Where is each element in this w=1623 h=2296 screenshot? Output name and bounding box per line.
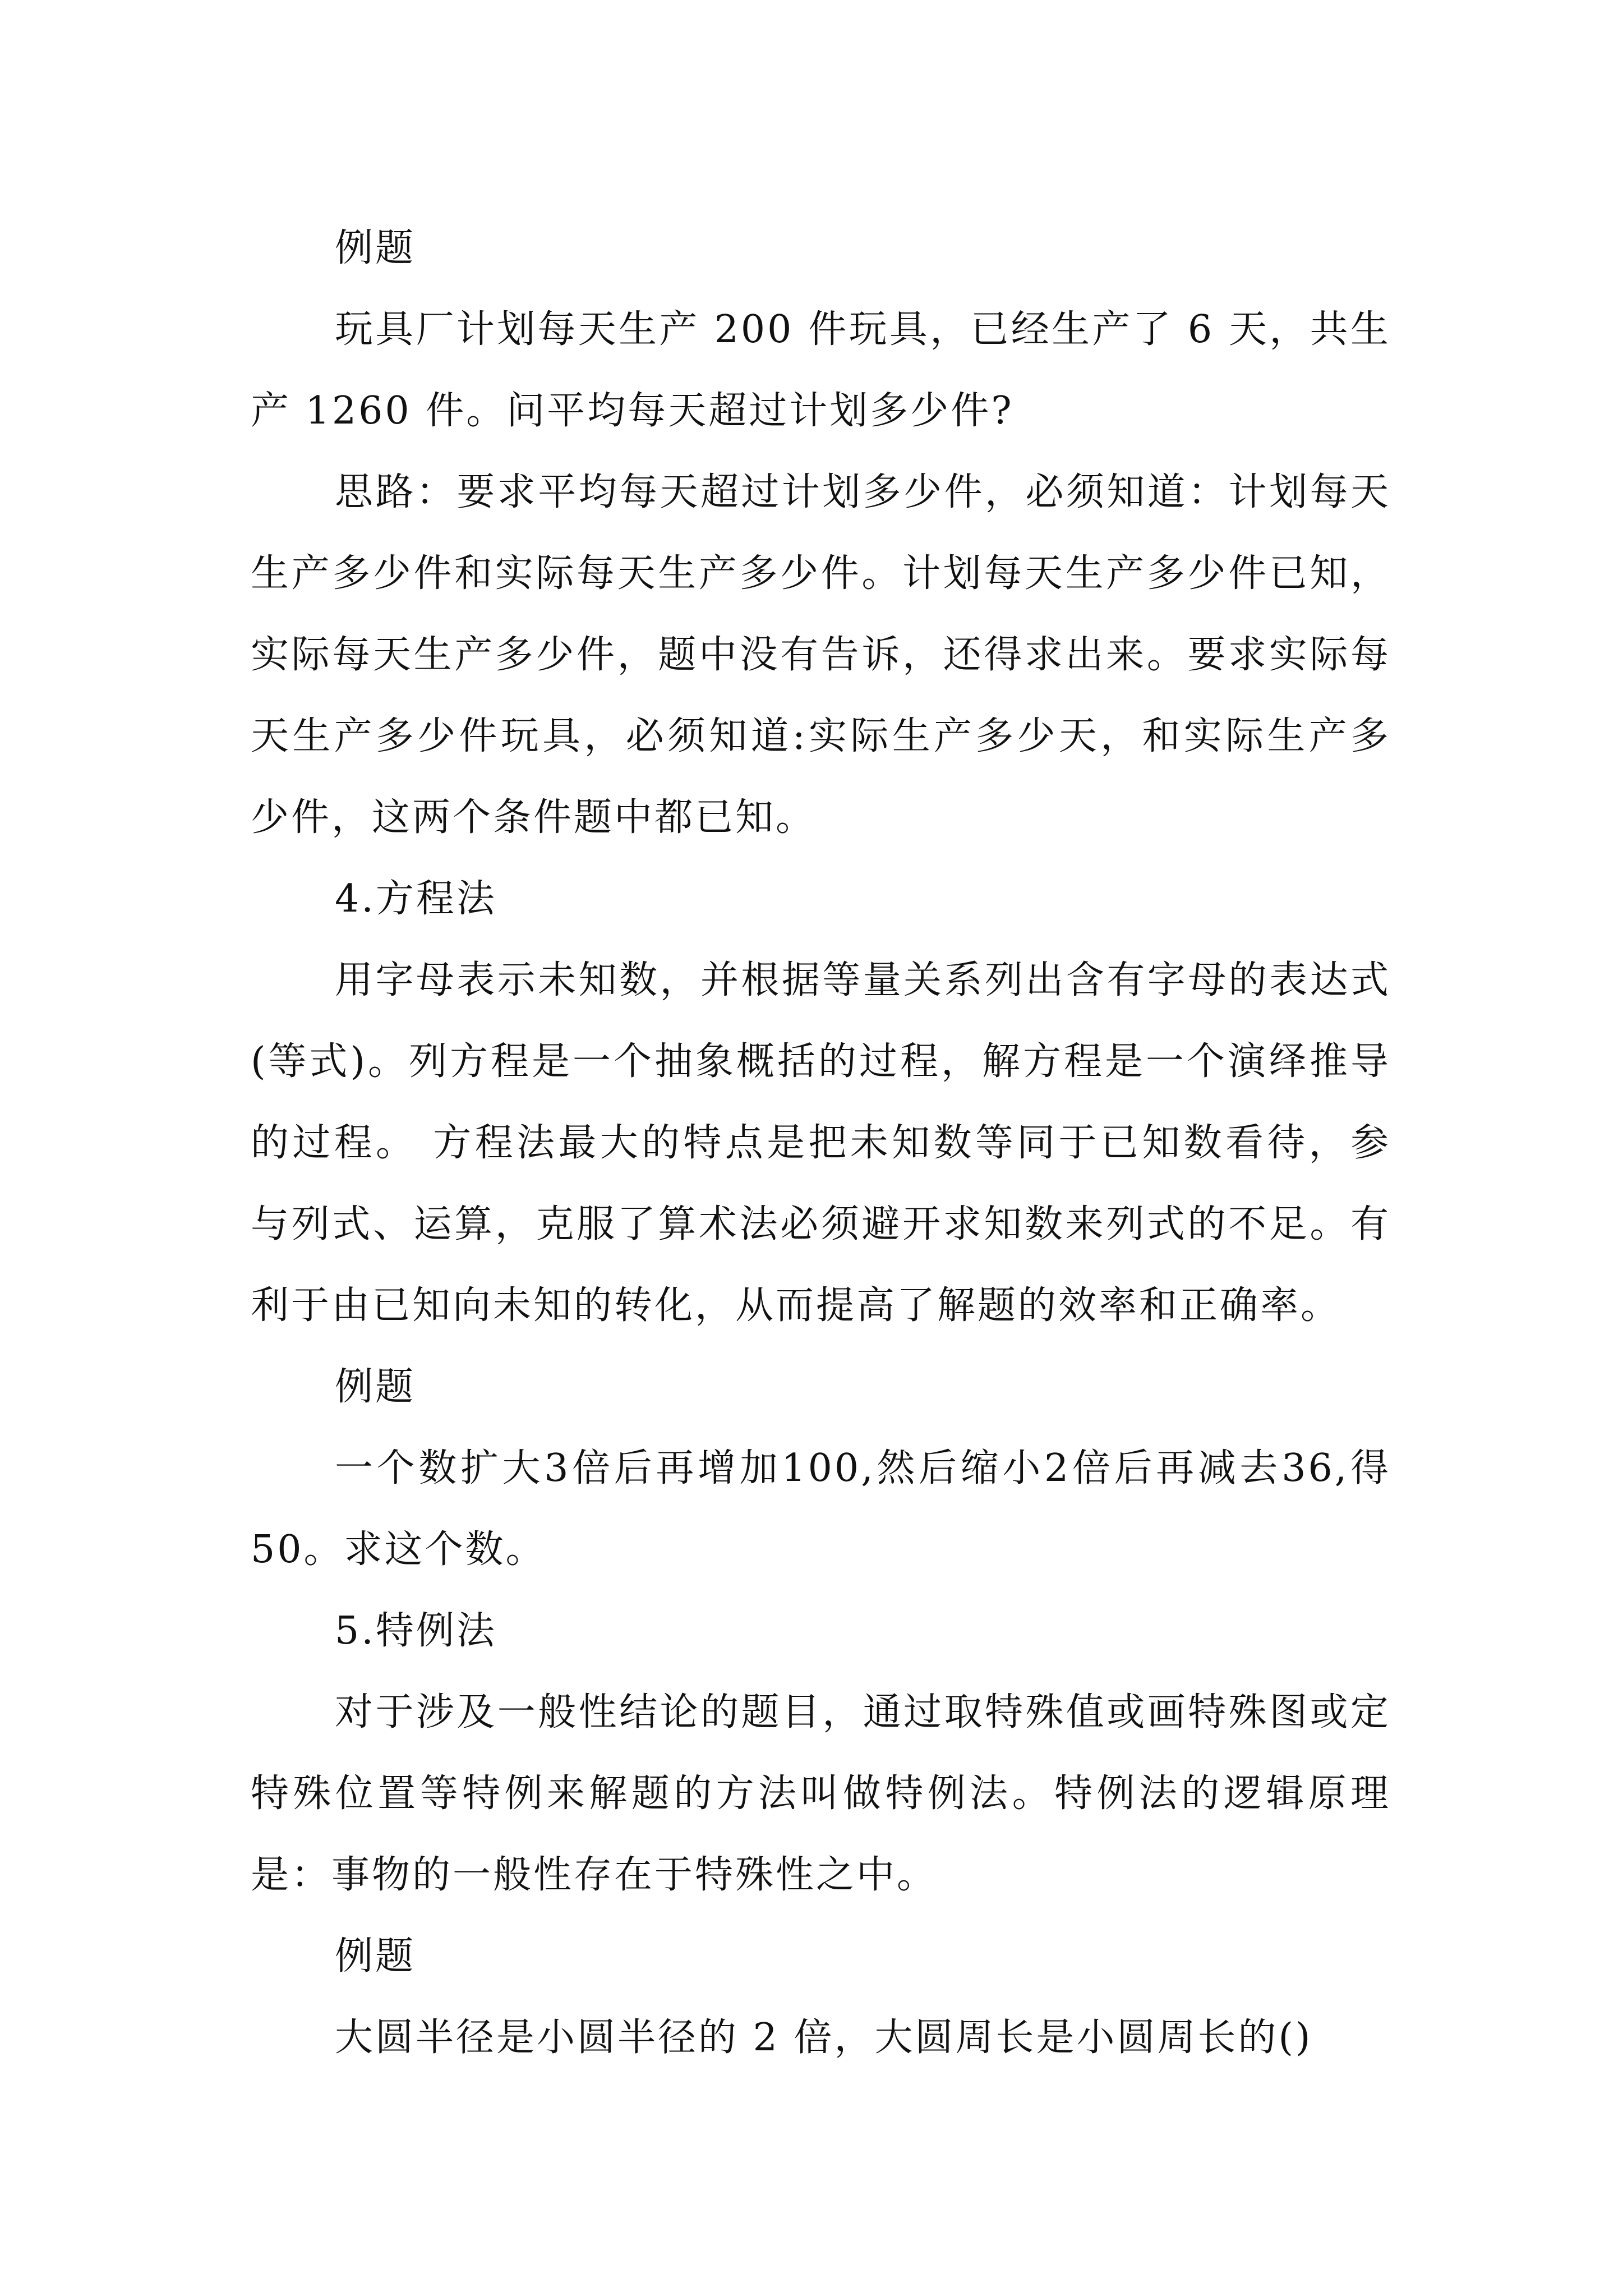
example-problem-text: 大圆半径是小圆半径的 2 倍，大圆周长是小圆周长的() — [335, 2016, 1313, 2060]
section-heading-special-case-method: 5.特例法 — [335, 1609, 497, 1653]
example-problem-text: 玩具厂计划每天生产 200 件玩具，已经生产了 6 天，共生产 1260 件。问平均每天超过计划多少件? — [251, 307, 1391, 433]
example-problem-text: 一个数扩大3倍后再增加100,然后缩小2倍后再减去36,得 50。求这个数。 — [251, 1446, 1391, 1572]
document-body — [251, 208, 1391, 2078]
solution-approach-text: 思路：要求平均每天超过计划多少件，必须知道：计划每天生产多少件和实际每天生产多少件。计划每天生产多少件已知，实际每天生产多少件，题中没有告诉，还得求出来。要求实际每天生产多少件玩具，必须知道:实际生产多少天，和实际生产多少件，这两个条件题中都已知。 — [251, 470, 1391, 840]
equation-method-description: 用字母表示未知数，并根据等量关系列出含有字母的表达式(等式)。列方程是一个抽象概括的过程，解方程是一个演绎推导的过程。 方程法最大的特点是把未知数等同于已知数看待，参与列式、运算，克服了算术法必须避开求知数来列式的不足。有利于由已知向未知的转化，从而提高了解题的效率和正确率。 — [251, 958, 1391, 1328]
example-heading: 例题 — [335, 1934, 416, 1978]
example-heading: 例题 — [335, 1365, 416, 1409]
special-case-method-description: 对于涉及一般性结论的题目，通过取特殊值或画特殊图或定特殊位置等特例来解题的方法叫做特例法。特例法的逻辑原理是：事物的一般性存在于特殊性之中。 — [251, 1690, 1391, 1897]
section-heading-equation-method: 4.方程法 — [335, 877, 497, 921]
example-heading: 例题 — [335, 226, 416, 270]
